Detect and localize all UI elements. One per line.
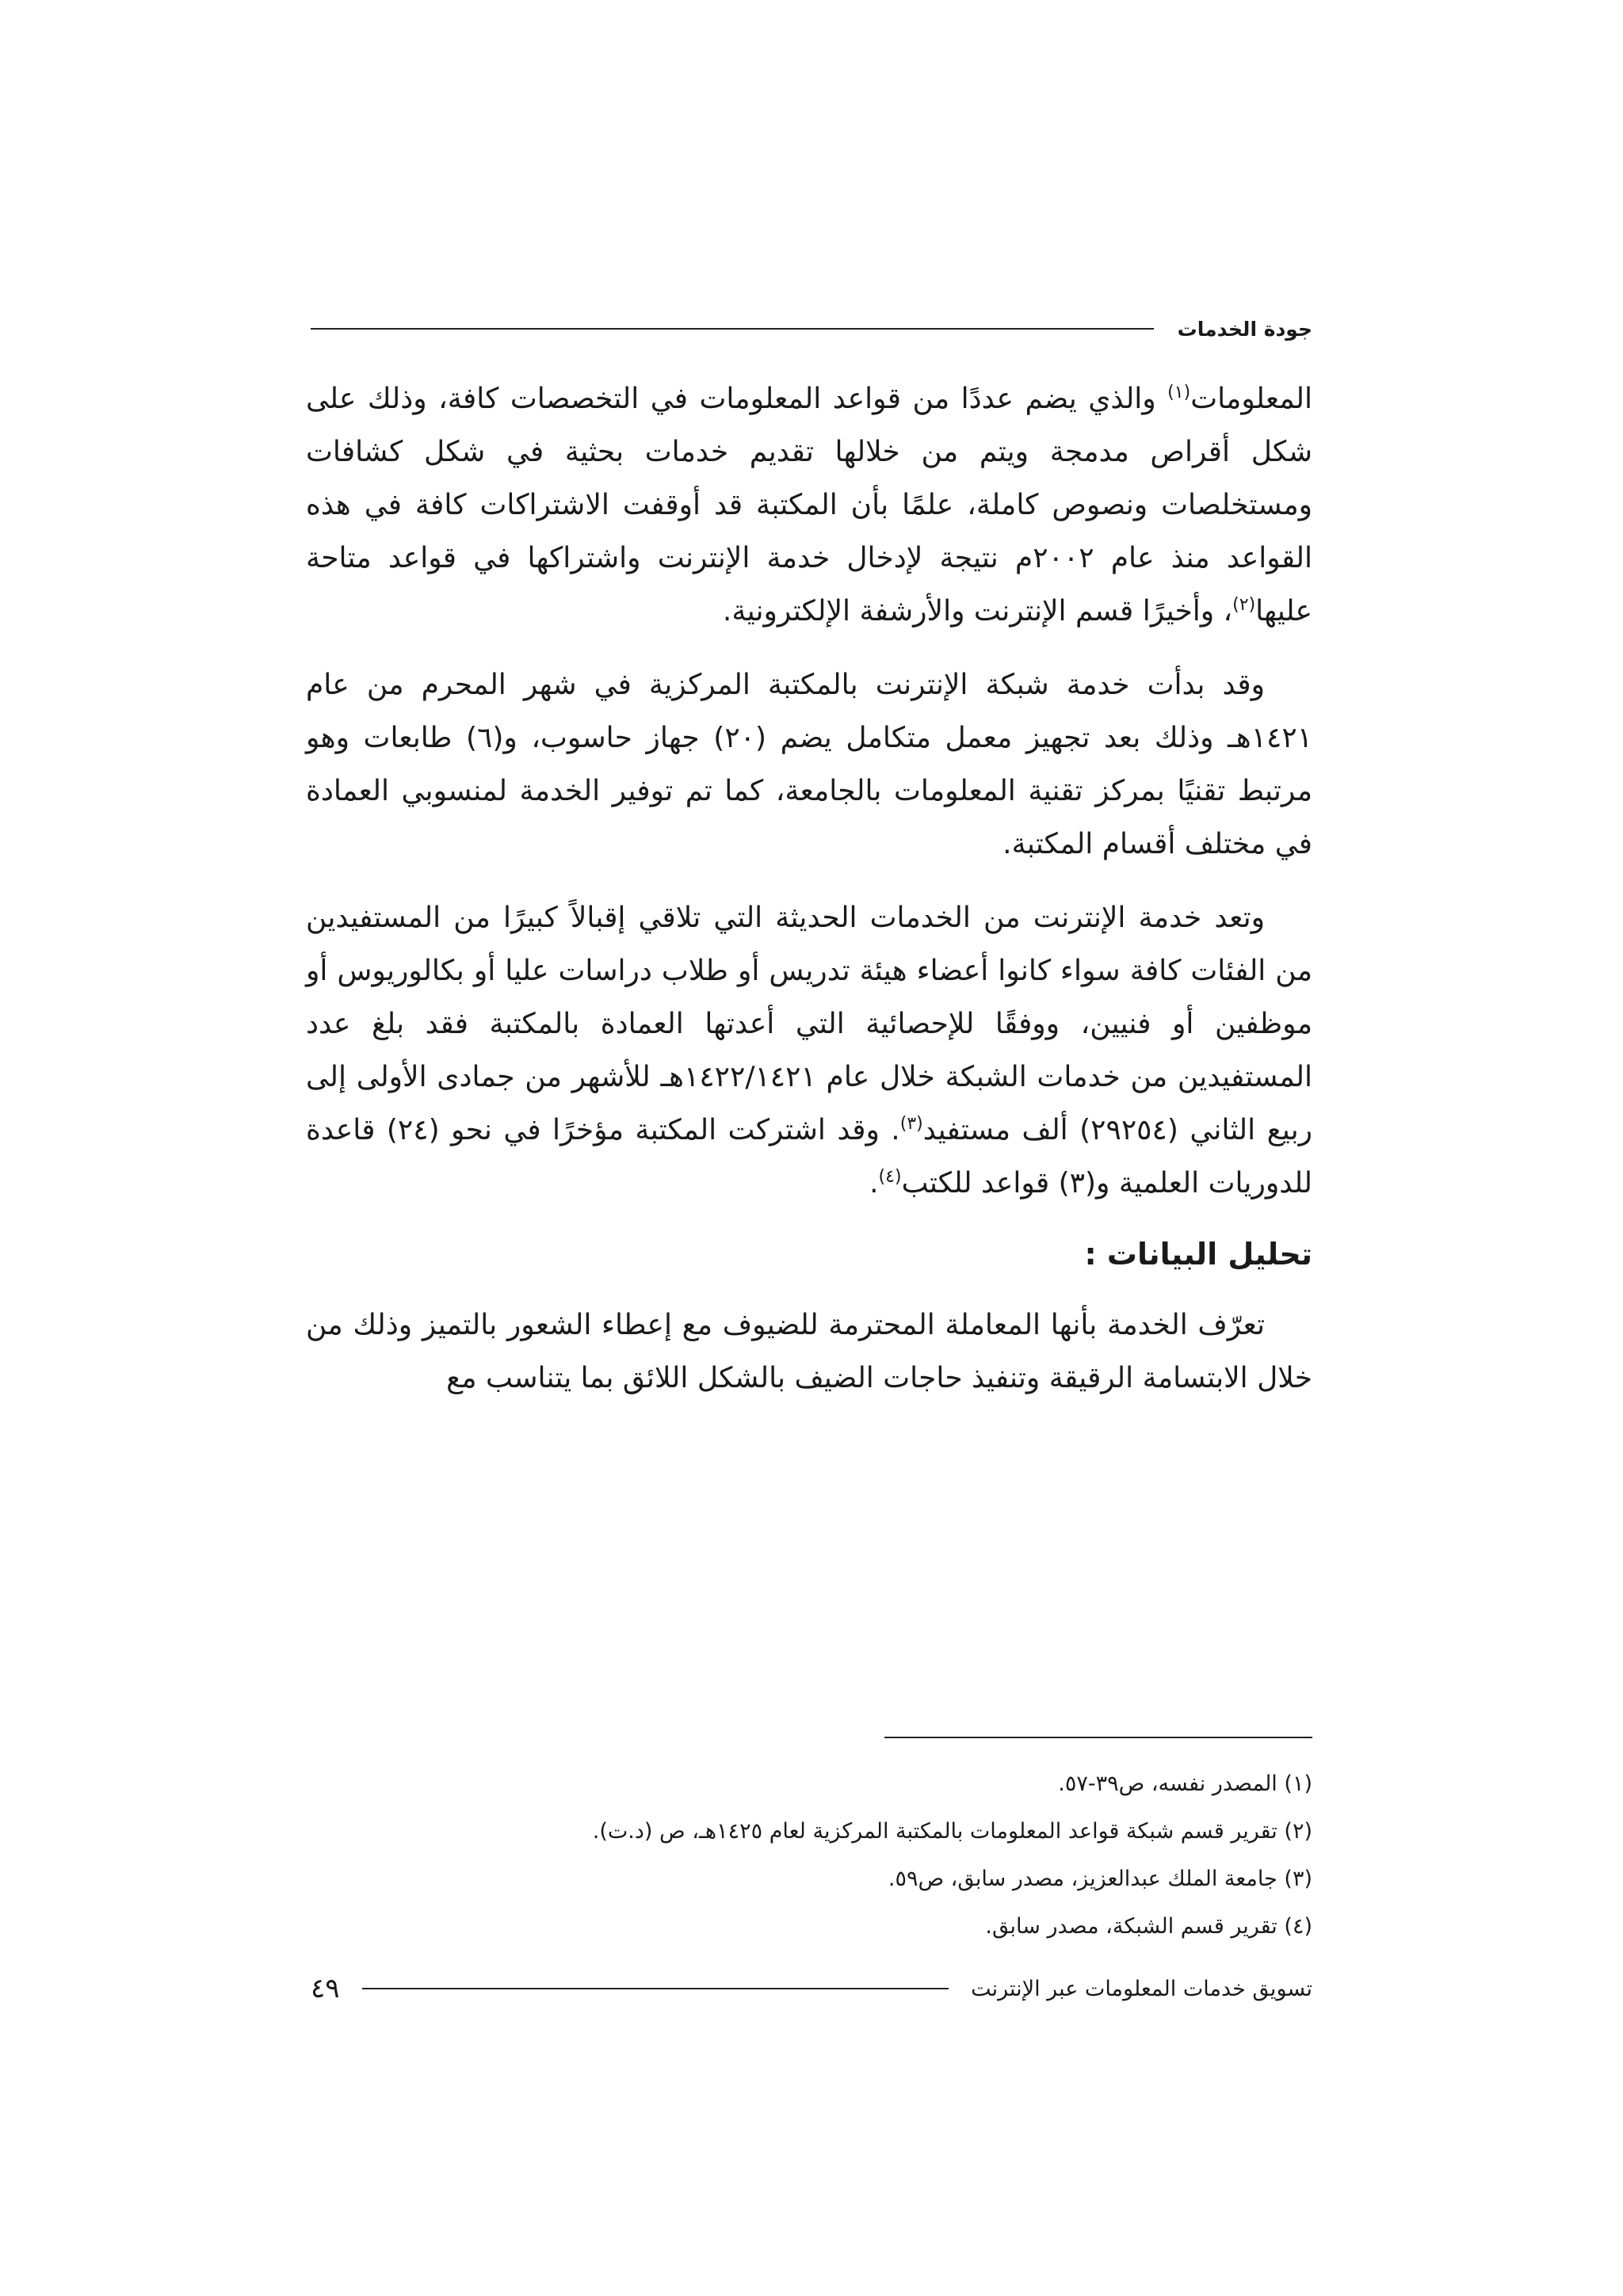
paragraph-2: وقد بدأت خدمة شبكة الإنترنت بالمكتبة المركزية في شهر المحرم من عام ١٤٢١هـ وذلك بعد تجهيز معمل متكامل يضم (٢٠) جهاز حاسوب، و(٦) طابعات وهو مرتبط تقنيًا بمركز تقنية المعلومات بالجامعة، كما تم توفير الخدمة لمنسوبي العمادة في مختلف أقسام المكتبة. — [306, 669, 1313, 860]
paragraph-4: تعرّف الخدمة بأنها المعاملة المحترمة للضيوف مع إعطاء الشعور بالتميز وذلك من خلال الابتسامة الرقيقة وتنفيذ حاجات الضيف بالشكل اللائق بما يتناسب مع — [306, 1309, 1312, 1394]
footnote-1: (١) المصدر نفسه، ص٣٩-٥٧. — [1058, 1772, 1312, 1796]
footnote-ref-4: (٤) — [878, 1167, 902, 1187]
footer-rule — [362, 1988, 949, 1989]
footnote-4: (٤) تقرير قسم الشبكة، مصدر سابق. — [985, 1914, 1312, 1939]
section-heading: تحليل البيانات : — [1084, 1237, 1312, 1272]
body-text — [306, 372, 1312, 1425]
chapter-title: جودة الخدمات — [1177, 317, 1312, 341]
footnote-ref-2: (٢) — [1232, 595, 1256, 615]
paragraph-3 — [306, 891, 1312, 1210]
paragraph-1-part-1: المعلومات — [1190, 383, 1312, 415]
paragraph-3-part-3: . — [869, 1167, 879, 1199]
footnote-2: (٢) تقرير قسم شبكة قواعد المعلومات بالمكتبة المركزية لعام ١٤٢٥هـ، ص (د.ت). — [592, 1819, 1312, 1844]
page-number: ٤٩ — [311, 1973, 340, 2004]
footnote-separator — [884, 1737, 1312, 1738]
footnote-ref-1: (١) — [1167, 383, 1191, 402]
paragraph-3-part-1: وتعد خدمة الإنترنت من الخدمات الحديثة التي تلاقي إقبالاً كبيرًا من المستفيدين من الفئات كافة سواء كانوا أعضاء هيئة تدريس أو طلاب دراسات عليا أو بكالوريوس أو موظفين أو فنيين، ووفقًا للإحصائية التي أعدتها العمادة بالمكتبة فقد بلغ عدد المستفيدين من خدمات الشبكة خلال عام ١٤٢٢/١٤٢١هـ للأشهر من جمادى الأولى إلى ربيع الثاني (٢٩٢٥٤) ألف مستفيد — [306, 902, 1313, 1146]
footnote-ref-3: (٣) — [899, 1114, 923, 1134]
footnotes — [306, 1760, 1312, 1951]
running-header — [311, 305, 1312, 353]
paragraph-3-part-2: . وقد اشتركت المكتبة مؤخرًا في نحو (٢٤) قاعدة للدوريات العلمية و(٣) قواعد للكتب — [306, 1114, 1312, 1199]
running-footer — [311, 1965, 1312, 2012]
header-rule — [311, 328, 1154, 330]
footnote-3: (٣) جامعة الملك عبدالعزيز، مصدر سابق، ص٥٩. — [888, 1867, 1312, 1891]
paragraph-1-part-2: والذي يضم عددًا من قواعد المعلومات في التخصصات كافة، وذلك على شكل أقراص مدمجة ويتم من خلالها تقديم خدمات بحثية في شكل كشافات ومستخلصات ونصوص كاملة، علمًا بأن المكتبة قد أوقفت الاشتراكات كافة في هذه القواعد منذ عام ٢٠٠٢م نتيجة لإدخال خدمة الإنترنت واشتراكها في قواعد متاحة عليها — [306, 383, 1312, 627]
paragraph-1-part-3: ، وأخيرًا قسم الإنترنت والأرشفة الإلكترونية. — [722, 595, 1233, 627]
paragraph-1 — [306, 372, 1312, 638]
book-title: تسويق خدمات المعلومات عبر الإنترنت — [971, 1976, 1312, 2001]
